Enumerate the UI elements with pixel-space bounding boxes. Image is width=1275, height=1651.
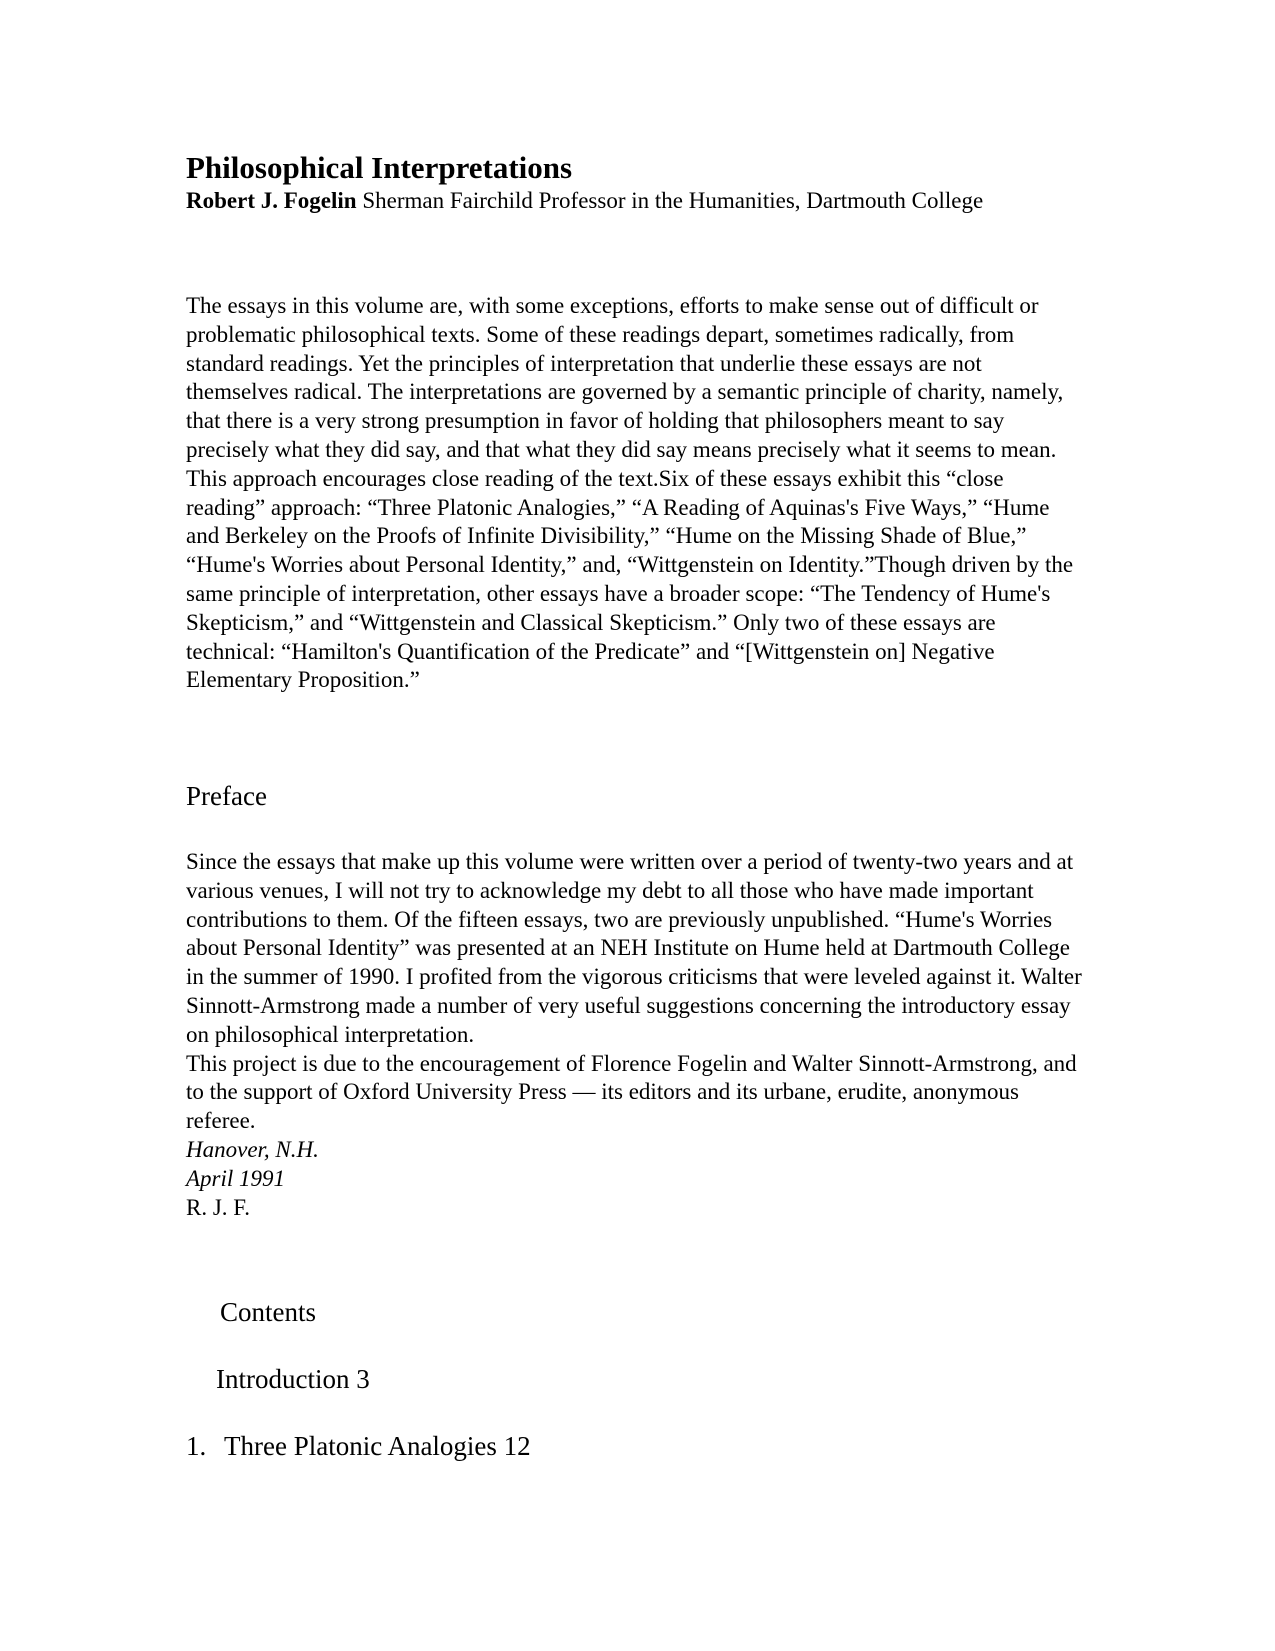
- author-affiliation: Sherman Fairchild Professor in the Humanities, Dartmouth College: [356, 188, 984, 213]
- preface-heading: Preface: [186, 781, 267, 811]
- preface-paragraph: Since the essays that make up this volume were written over a period of twenty-two years and at various venues, I will not try to acknowledge my debt to all those who have made important contributions to them. Of the fifteen essays, two are previously unpublished. “Hume's Worries about Personal Identity” was presented at an NEH Institute on Hume held at Dartmouth College in the summer of 1990. I profited from the vigorous criticisms that were leveled against it. Walter Sinnott-Armstrong made a number of very useful suggestions concerning the introductory essay on philosophical interpretation.: [186, 849, 1082, 1047]
- toc-item-chapter-1: [186, 1430, 531, 1462]
- author-name: Robert J. Fogelin: [186, 188, 357, 213]
- preface-paragraph: This project is due to the encouragement of Florence Fogelin and Walter Sinnott-Armstrong, and to the support of Oxford University Press — its editors and its urbane, erudite, anonymous referee.: [186, 1050, 1077, 1134]
- toc-item-label: Introduction 3: [216, 1364, 370, 1394]
- toc-item-label: Three Platonic Analogies 12: [224, 1431, 531, 1461]
- toc-item-introduction: [216, 1363, 370, 1395]
- preface-date: April 1991: [186, 1165, 286, 1191]
- contents-heading: Contents: [220, 1297, 317, 1327]
- preface-initials: R. J. F.: [186, 1194, 250, 1220]
- abstract-paragraph: The essays in this volume are, with some exceptions, efforts to make sense out of difficult or problematic philosophical texts. Some of these readings depart, sometimes radically, from standard readings. Yet the principles of interpretation that underlie these essays are not themselves radical. The interpretations are governed by a semantic principle of charity, namely, that there is a very strong presumption in favor of holding that philosophers meant to say precisely what they did say, and that what they did say means precisely what it seems to mean. This approach encourages close reading of the text.Six of these essays exhibit this “close reading” approach: “Three Platonic Analogies,” “A Reading of Aquinas's Five Ways,” “Hume and Berkeley on the Proofs of Infinite Divisibility,” “Hume on the Missing Shade of Blue,” “Hume's Worries about Personal Identity,” and, “Wittgenstein on Identity.”Though driven by the same principle of interpretation, other essays have a broader scope: “The Tendency of Hume's Skepticism,” and “Wittgenstein and Classical Skepticism.” Only two of these essays are technical: “Hamilton's Quantification of the Predicate” and “[Wittgenstein on] Negative Elementary Proposition.”: [186, 293, 1074, 693]
- preface-body: [186, 848, 1086, 1222]
- toc-item-number: 1.: [186, 1431, 207, 1461]
- book-title: Philosophical Interpretations: [186, 150, 573, 185]
- byline: [186, 187, 983, 215]
- preface-place: Hanover, N.H.: [186, 1136, 319, 1162]
